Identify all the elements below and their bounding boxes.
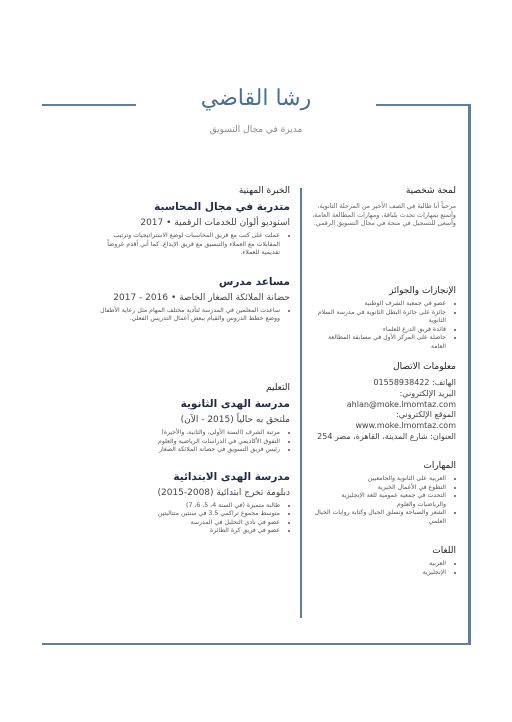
list-item: • طالبة متميزة (في السنة 4، 5، 6، 7) [100, 502, 280, 511]
school-meta: ملتحق به حالياً (2015 - الآن) [180, 415, 290, 425]
list-item: • حاصلة على المركز الأول في مسابقة المطالعة العامة [312, 334, 446, 351]
school-meta: دبلومة تخرج ابتدائية (2008-2015) [157, 487, 290, 498]
profile-text: مرحباً أنا طالبة في الصف الأخير من المرحلة الثانوية، وأتمتع بمهارات تحدث بلباقة، ومهارات المطالعة العامة، وأسعى للتسجيل في منحة في مجال التسويق الرقمي. [312, 202, 456, 228]
contact-address: العنوان: شارع المدينة، القاهرة، مصر 254 [317, 431, 456, 441]
job-bullets [100, 307, 290, 324]
job-title: متدربة في مجال المحاسبة [154, 201, 290, 213]
list-item: • عضو في جمعية الشرف الوطنية [312, 300, 446, 309]
profile-section [312, 186, 456, 228]
list-item: • عملت على كتب مع فريق المحاسبات لوضع الاستراتيجيات وترتيب المقابلات مع العملاء والتنسيق مع فريق الإبداع. كما أني أقدم عروضاً تقديمية للعملاء. [100, 232, 280, 258]
education-title: التعليم [266, 383, 290, 393]
list-item: • متوسط مجموع تراكمي 3.5 في سنتين متتاليتين [100, 510, 280, 519]
person-name: رشا القاضي [200, 86, 312, 111]
list-item: • قائدة فريق الدرع للعلماء [312, 326, 446, 335]
contact-email[interactable]: ahlan@moke.lmomtaz.com [346, 399, 456, 409]
list-item: • عضو في فريق كرة الطائرة [100, 527, 280, 536]
list-item: • ساعدت المعلمين في المدرسة لتأدية مختلف المهام مثل رعاية الأطفال ووضع خطط الدروس والقيام ببعض أعمال التدريس الفعلي. [100, 307, 280, 324]
list-item: • الشعر والسباحة وتسلق الجبال وكتابة روايات الخيال العلمي [312, 509, 446, 526]
contact-email-label: البريد الإلكتروني: [399, 388, 456, 398]
skills-section [312, 461, 456, 526]
school-bullets [100, 429, 290, 455]
list-item: • العربية [312, 560, 446, 569]
header-rule-right [376, 104, 471, 106]
column-divider [300, 188, 302, 618]
contact-phone: الهاتف: 01558938422 [373, 378, 456, 387]
languages-title: اللغات [432, 546, 456, 556]
list-item: • الإنجليزية [312, 569, 446, 578]
education-section [100, 383, 290, 536]
experience-title: الخبرة المهنية [238, 186, 290, 196]
awards-list [312, 300, 456, 351]
list-item: • التفوق الأكاديمي في الدراسات الرياضية والعلوم [100, 438, 280, 447]
job-company: حضانة الملائكة الصغار الخاصة • 2016 - 2017 [113, 292, 290, 303]
list-item: • رئيس فريق التسويق في حصانة الملائكة الصغار [100, 446, 280, 455]
contact-section [306, 362, 456, 443]
school-bullets [100, 502, 290, 536]
contact-site-label: الموقع الإلكتروني: [396, 410, 456, 420]
languages-list [312, 560, 456, 577]
list-item: • مرتبة الشرف (السنة الأولى، والثانية، والأخيرة) [100, 429, 280, 438]
list-item: • عضو في نادي التحليل في المدرسة [100, 519, 280, 528]
job-title: مساعد مدرس [218, 275, 290, 288]
school-title: مدرسة الهدى الابتدائية [173, 470, 290, 483]
job-bullets [100, 232, 290, 258]
frame-bottom-border [42, 643, 471, 645]
contact-site[interactable]: www.moke.lmomtaz.com [355, 421, 456, 431]
awards-section [312, 286, 456, 351]
list-item: • التطوع في الأعمال الخيرية [312, 484, 446, 493]
list-item: • التحدث في جمعية عمومية للغة الإنجليزية والرياضيات والعلوم [312, 492, 446, 509]
header-rule-left [42, 104, 136, 106]
skills-title: المهارات [423, 461, 456, 471]
list-item: • العربية على الثانوية والجامعيين [312, 475, 446, 484]
contact-title: معلومات الاتصال [393, 362, 456, 372]
skills-list [312, 475, 456, 526]
person-role: مديرة في مجال التسويق [209, 125, 303, 135]
list-item: • جائزة على جائزة البطل الثانوية في مدرسة السلام الثانوية [312, 309, 446, 326]
school-title: مدرسة الهدى الثانوية [180, 398, 290, 410]
profile-title: لمحة شخصية [405, 186, 456, 196]
frame-right-border [468, 104, 471, 645]
awards-title: الإنجازات والجوائز [389, 286, 456, 296]
job-company: استوديو ألوان للخدمات الرقمية • 2017 [140, 218, 290, 228]
languages-section [312, 546, 456, 577]
experience-section [100, 186, 290, 324]
